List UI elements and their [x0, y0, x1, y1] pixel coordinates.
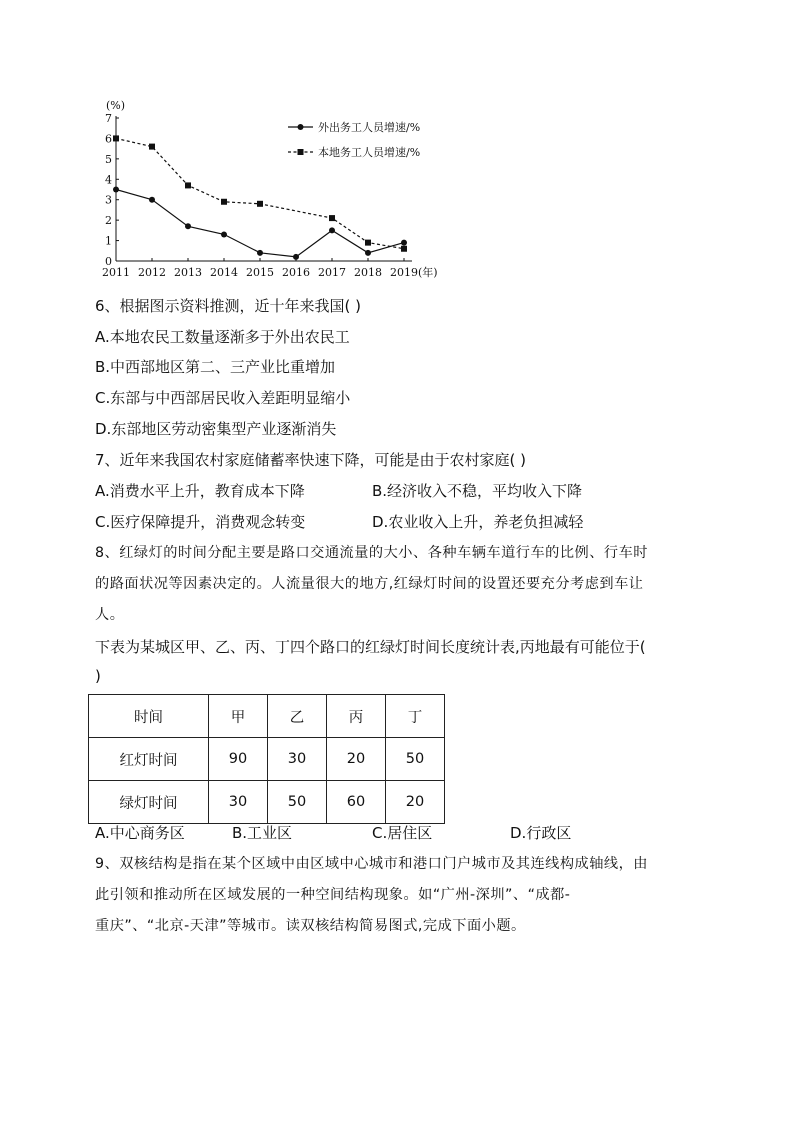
y-tick-label: 3 — [105, 193, 112, 207]
table-cell: 30 — [268, 738, 327, 781]
x-tick-label: 2016 — [282, 266, 310, 279]
table-header-cell: 乙 — [268, 695, 327, 738]
table-cell: 50 — [386, 738, 445, 781]
outbound-point — [401, 240, 407, 246]
q8-paragraph-line3: 人。 — [95, 607, 125, 623]
outbound-point — [293, 254, 299, 260]
x-tick-label: 2015 — [246, 266, 274, 279]
local-point — [221, 199, 227, 205]
q7-stem: 7、近年来我国农村家庭储蓄率快速下降，可能是由于农村家庭( ) — [95, 451, 527, 469]
x-tick-label: 2012 — [138, 266, 166, 279]
table-cell: 绿灯时间 — [89, 781, 209, 824]
q8-option-d: D.行政区 — [510, 824, 572, 842]
local-point — [401, 246, 407, 252]
table-cell: 90 — [209, 738, 268, 781]
legend-label-outbound: 外出务工人员增速/% — [318, 121, 421, 134]
x-tick-label: 2013 — [174, 266, 202, 279]
table-cell: 20 — [386, 781, 445, 824]
traffic-light-table — [88, 694, 445, 824]
outbound-point — [365, 250, 371, 256]
table-row — [89, 781, 445, 824]
q7-option-a: A.消费水平上升，教育成本下降 — [95, 482, 305, 500]
y-tick-label: 7 — [105, 112, 112, 125]
y-tick-label: 5 — [105, 152, 112, 166]
outbound-point — [113, 187, 119, 193]
table-header-cell: 时间 — [89, 695, 209, 738]
y-tick-label: 0 — [105, 255, 112, 268]
local-point — [365, 240, 371, 246]
y-tick-label: 2 — [105, 214, 112, 228]
legend — [288, 120, 420, 159]
table-cell: 30 — [209, 781, 268, 824]
q6-option-c: C.东部与中西部居民收入差距明显缩小 — [95, 389, 351, 407]
q6-stem: 6、根据图示资料推测，近十年来我国( ) — [95, 297, 362, 315]
growth-line-chart — [96, 96, 456, 286]
q7-option-d: D.农业收入上升，养老负担减轻 — [372, 513, 584, 531]
q8-option-b: B.工业区 — [232, 824, 293, 842]
outbound-point — [185, 223, 191, 229]
x-tick-label: 2011 — [102, 266, 130, 279]
local-point — [185, 182, 191, 188]
legend-label-local: 本地务工人员增速/% — [318, 146, 421, 159]
outbound-point — [329, 227, 335, 233]
outbound-point — [257, 250, 263, 256]
legend-circle-marker — [298, 124, 304, 130]
q6-option-d: D.东部地区劳动密集型产业逐渐消失 — [95, 420, 337, 438]
q8-stem: 下表为某城区甲、乙、丙、丁四个路口的红绿灯时间长度统计表,丙地最有可能位于( — [95, 638, 646, 656]
q9-paragraph-line2: 此引领和推动所在区域发展的一种空间结构现象。如“广州-深圳”、“成都- — [95, 887, 571, 903]
y-tick-label: 1 — [105, 234, 112, 248]
outbound-point — [149, 197, 155, 203]
q9-paragraph-line3: 重庆”、“北京-天津”等城市。读双核结构简易图式,完成下面小题。 — [95, 918, 526, 934]
x-tick-label: 2014 — [210, 266, 238, 279]
table-header-cell: 丁 — [386, 695, 445, 738]
x-tick-label: 2018 — [354, 266, 382, 279]
table-cell: 红灯时间 — [89, 738, 209, 781]
outbound-point — [221, 231, 227, 237]
table-row — [89, 738, 445, 781]
y-unit-label: (%) — [106, 99, 126, 112]
x-tick-label: 2017 — [318, 266, 346, 279]
q7-option-b: B.经济收入不稳，平均收入下降 — [372, 482, 583, 500]
y-tick-label: 6 — [105, 132, 112, 146]
q6-option-b: B.中西部地区第二、三产业比重增加 — [95, 358, 336, 376]
q8-option-c: C.居住区 — [372, 824, 433, 842]
table-header-row — [89, 695, 445, 738]
legend-square-marker — [298, 149, 304, 155]
table-header-cell: 甲 — [209, 695, 268, 738]
table-cell: 60 — [327, 781, 386, 824]
series-outbound-line — [116, 190, 404, 257]
table-cell: 20 — [327, 738, 386, 781]
q6-option-a: A.本地农民工数量逐渐多于外出农民工 — [95, 328, 350, 346]
local-point — [113, 135, 119, 141]
table-header-cell: 丙 — [327, 695, 386, 738]
q8-paragraph-line2: 的路面状况等因素决定的。人流量很大的地方,红绿灯时间的设置还要充分考虑到车让 — [95, 576, 644, 592]
y-tick-label: 4 — [105, 173, 112, 187]
local-point — [149, 144, 155, 150]
axes — [116, 116, 412, 261]
q8-paragraph-line1: 8、红绿灯的时间分配主要是路口交通流量的大小、各种车辆车道行车的比例、行车时 — [95, 545, 648, 561]
q7-option-c: C.医疗保障提升，消费观念转变 — [95, 513, 306, 531]
x-unit-label: (年) — [418, 266, 438, 279]
x-tick-label: 2019 — [390, 266, 418, 279]
q9-paragraph-line1: 9、双核结构是指在某个区域中由区域中心城市和港口门户城市及其连线构成轴线，由 — [95, 856, 648, 872]
local-point — [329, 215, 335, 221]
local-point — [257, 201, 263, 207]
q8-option-a: A.中心商务区 — [95, 824, 185, 842]
q8-stem-paren: ) — [95, 667, 101, 685]
table-cell: 50 — [268, 781, 327, 824]
